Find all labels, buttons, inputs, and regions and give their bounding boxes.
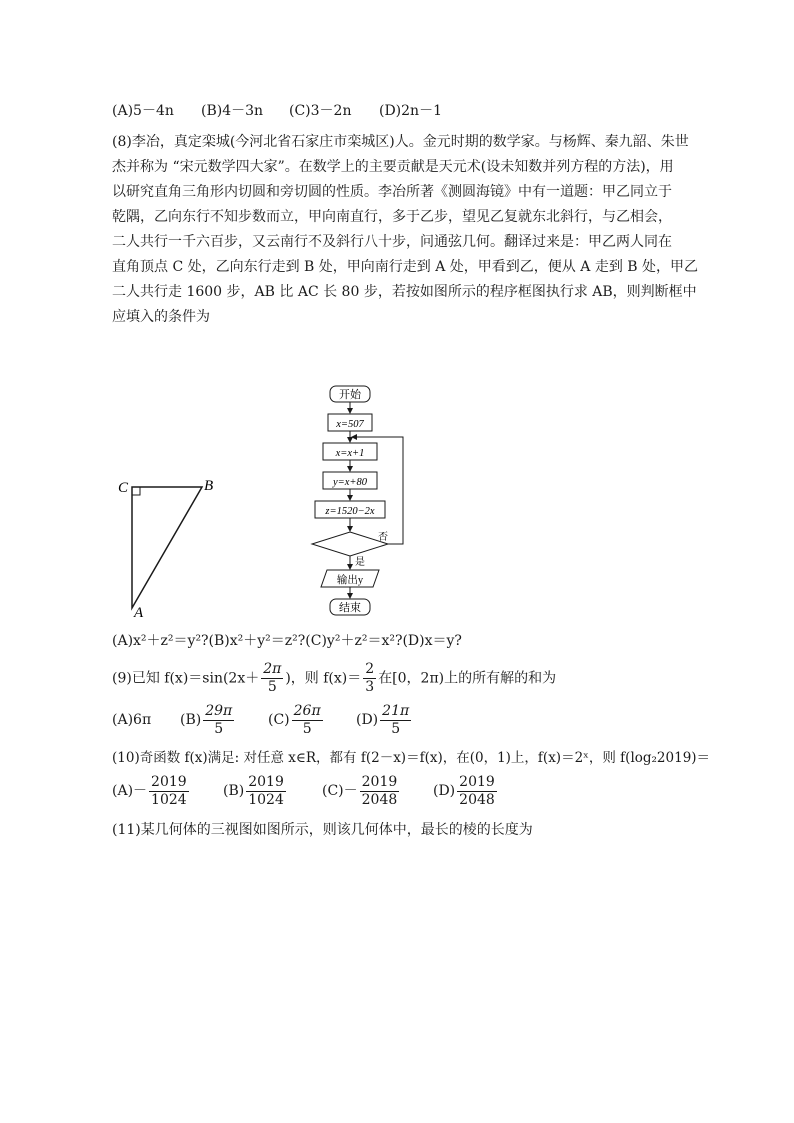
q9-prefix: (9)已知 f(x)＝sin(2x＋: [112, 670, 260, 687]
q10-option-b: (B) $\frac{2019}{1024}$: [223, 773, 284, 808]
triangle-shape: [132, 487, 202, 608]
program-flowchart: [305, 382, 415, 622]
q9-option-d: (D) $\frac{21\pi}{5}$: [356, 702, 410, 737]
q10-options: [112, 771, 499, 811]
right-angle-mark: [132, 487, 140, 495]
q9-option-c: (C) $\frac{26\pi}{5}$: [268, 702, 321, 737]
right-triangle-figure: [110, 470, 240, 620]
flow-y-label: y=x+80: [333, 477, 367, 488]
q7-option-c: (C)3－2n: [289, 103, 352, 119]
q9-option-b: (B) $\frac{29\pi}{5}$: [180, 702, 233, 737]
q7-option-b: (B)4－3n: [201, 103, 264, 119]
q9-fraction-2: $\frac{2}{3}$: [365, 661, 375, 695]
q9-mid: )，则 f(x)＝: [285, 670, 362, 687]
vertex-label-b: B: [204, 478, 214, 494]
q8-stem: [112, 130, 699, 330]
q8-line: 以研究直角三角形内切圆和旁切圆的性质。李冶所著《测圆海镜》中有一道题：甲乙同立于: [112, 184, 672, 200]
q10-stem: (10)奇函数 f(x)满足: 对任意 x∈R，都有 f(2－x)＝f(x)，在(0，1)上，f(x)＝2ˣ，则 f(log₂2019)＝: [112, 750, 711, 766]
q8-options: (A)x²＋z²＝y²?(B)x²＋y²＝z²?(C)y²＋z²＝x²?(D)x＝y?: [112, 633, 462, 649]
q10-option-a: (A)－ $\frac{2019}{1024}$: [112, 773, 187, 808]
q8-line: 乾隅，乙向东行不知步数而立，甲向南直行，多于乙步，望见乙复就东北斜行，与乙相会，: [112, 209, 672, 225]
q9-options: [112, 701, 413, 739]
flow-decision-diamond: [312, 532, 388, 556]
q9-option-a: (A)6π: [112, 712, 152, 728]
q8-line: 直角顶点 C 处，乙向东行走到 B 处，甲向南行走到 A 处，甲看到乙，便从 A 走到 B 处，甲乙: [112, 259, 699, 275]
q8-line: 杰并称为 “宋元数学四大家”。在数学上的主要贡献是天元术(设未知数并列方程的方法)，用: [112, 159, 674, 175]
q8-line: (8)李冶，真定栾城(今河北省石家庄市栾城区)人。金元时期的数学家。与杨辉、秦九韶、朱世: [112, 134, 689, 150]
q9-fraction-1: $\frac{2\pi}{5}$: [263, 661, 282, 695]
flow-start-label: 开始: [339, 389, 361, 401]
flow-no-label: 否: [378, 532, 388, 543]
flow-end-label: 结束: [339, 602, 361, 614]
q10-option-c: (C)－ $\frac{2019}{2048}$: [322, 773, 398, 808]
q7-option-d: (D)2n－1: [379, 103, 442, 119]
q8-line: 应填入的条件为: [112, 309, 210, 325]
flow-output-label: 输出y: [336, 575, 364, 586]
q11-stem: (11)某几何体的三视图如图所示，则该几何体中，最长的棱的长度为: [112, 822, 533, 838]
q8-line: 二人共行走 1600 步，AB 比 AC 长 80 步，若按如图所示的程序框图执行求 AB，则判断框中: [112, 284, 697, 300]
q9-stem: [112, 661, 556, 696]
vertex-label-a: A: [134, 605, 144, 620]
q8-line: 二人共行一千六百步，又云南行不及斜行八十步，问通弦几何。翻译过来是：甲乙两人同在: [112, 234, 672, 250]
flow-z-label: z=1520−2x: [325, 506, 375, 517]
flow-yes-label: 是: [355, 557, 365, 568]
q10-option-d: (D) $\frac{2019}{2048}$: [433, 773, 495, 808]
q7-options: [112, 101, 442, 121]
flow-increment-label: x=x+1: [335, 448, 365, 459]
q7-option-a: (A)5－4n: [112, 103, 174, 119]
vertex-label-c: C: [118, 480, 129, 496]
q9-suffix: 在[0，2π)上的所有解的和为: [378, 670, 557, 687]
flow-init-label: x=507: [336, 419, 364, 430]
